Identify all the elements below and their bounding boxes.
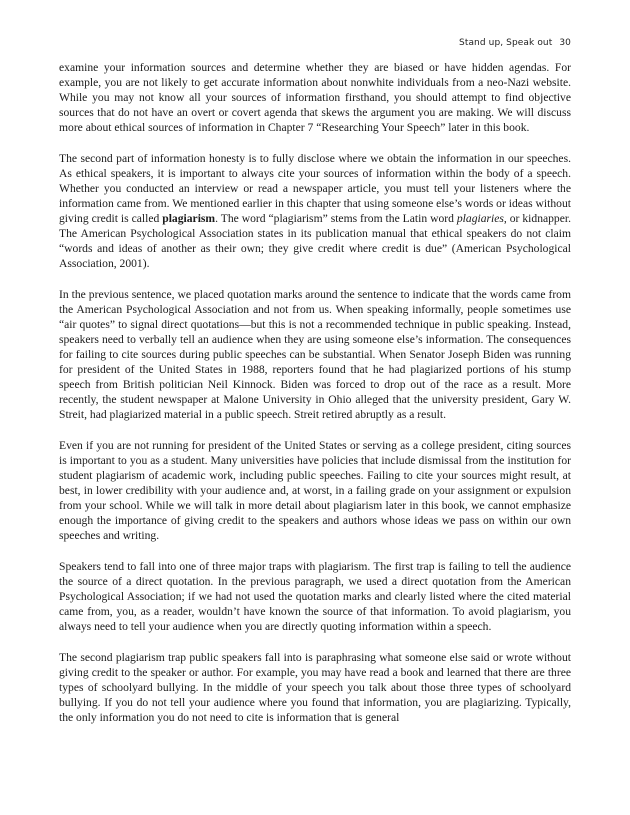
page-number: 30 [559, 38, 571, 48]
paragraph-3: In the previous sentence, we placed quotation marks around the sentence to indicate that the words came from the American Psychological Association and not from us. When speaking informally, people sometimes use “air quotes” to signal direct quotations—but this is not a recommended technique in public speaking. Instead, speakers need to verbally tell an audience when they are using someone else’s information. The consequences for failing to cite sources during public speeches can be substantial. When Senator Joseph Biden was running for president of the United States in 1988, reporters found that he had plagiarized portions of his stump speech from British politician Neil Kinnock. Biden was forced to drop out of the race as a result. More recently, the student newspaper at Malone University in Ohio alleged that the university president, Gary W. Streit, had plagiarized material in a public speech. Streit retired abruptly as a result. [59, 288, 571, 421]
paragraph-5: Speakers tend to fall into one of three major traps with plagiarism. The first trap is failing to tell the audience the source of a direct quotation. In the previous paragraph, we used a direct quotation from the American Psychological Association; if we had not used the quotation marks and clearly listed where the cited material came from, you, as a reader, wouldn’t have known the source of that information. To avoid plagiarism, you always need to tell your audience when you are directly quoting information within a speech. [59, 560, 571, 633]
term-plagiarism: plagiarism [162, 212, 216, 225]
paragraph-1: examine your information sources and determine whether they are biased or have hidden agendas. For example, you are not likely to get accurate information about nonwhite individuals from a neo-Nazi website. While you may not know all your sources of information firsthand, you should attempt to find objective sources that do not have an overt or covert agenda that skews the argument you are making. We will discuss more about ethical sources of information in Chapter 7 “Researching Your Speech” later in this book. [59, 61, 571, 134]
body-text [59, 60, 571, 725]
paragraph-4: Even if you are not running for president of the United States or serving as a college president, citing sources is important to you as a student. Many universities have policies that include dismissal from the institution for student plagiarism of academic work, including public speeches. Failing to cite your sources might result, at best, in lower credibility with your audience and, at worst, in a failing grade on your assignment or expulsion from your school. While we will talk in more detail about plagiarism later in this book, we cannot emphasize enough the importance of giving credit to the speakers and authors whose ideas we pass on within our own speeches and writing. [59, 439, 571, 542]
term-plagiaries: plagiaries [456, 212, 504, 225]
running-header [459, 38, 571, 48]
paragraph-2-text-a: The second part of information honesty is to fully disclose where we obtain the information in our speeches. As ethical speakers, it is important to always cite your sources of information within the body of a speech. Whether you conducted an interview or read a newspaper article, you must tell your listeners where the information came from. We mentioned earlier in this chapter that using someone else’s words or ideas without giving credit is called [59, 152, 571, 225]
paragraph-2 [59, 151, 571, 271]
paragraph-2-text-b: . The word “plagiarism” stems from the Latin word [215, 212, 457, 225]
paragraph-6: The second plagiarism trap public speakers fall into is paraphrasing what someone else said or wrote without giving credit to the speaker or author. For example, you may have read a book and learned that there are three types of schoolyard bullying. In the middle of your speech you talk about those three types of schoolyard bullying. If you do not tell your audience where you found that information, you are plagiarizing. Typically, the only information you do not need to cite is information that is general [59, 651, 571, 724]
paragraph-2-text-c: , or kidnapper. The American Psychological Association states in its publication manual that ethical speakers do not claim “words and ideas of another as their own; they give credit where credit is due” (American Psychological Association, 2001). [59, 212, 571, 270]
book-title: Stand up, Speak out [459, 38, 553, 48]
